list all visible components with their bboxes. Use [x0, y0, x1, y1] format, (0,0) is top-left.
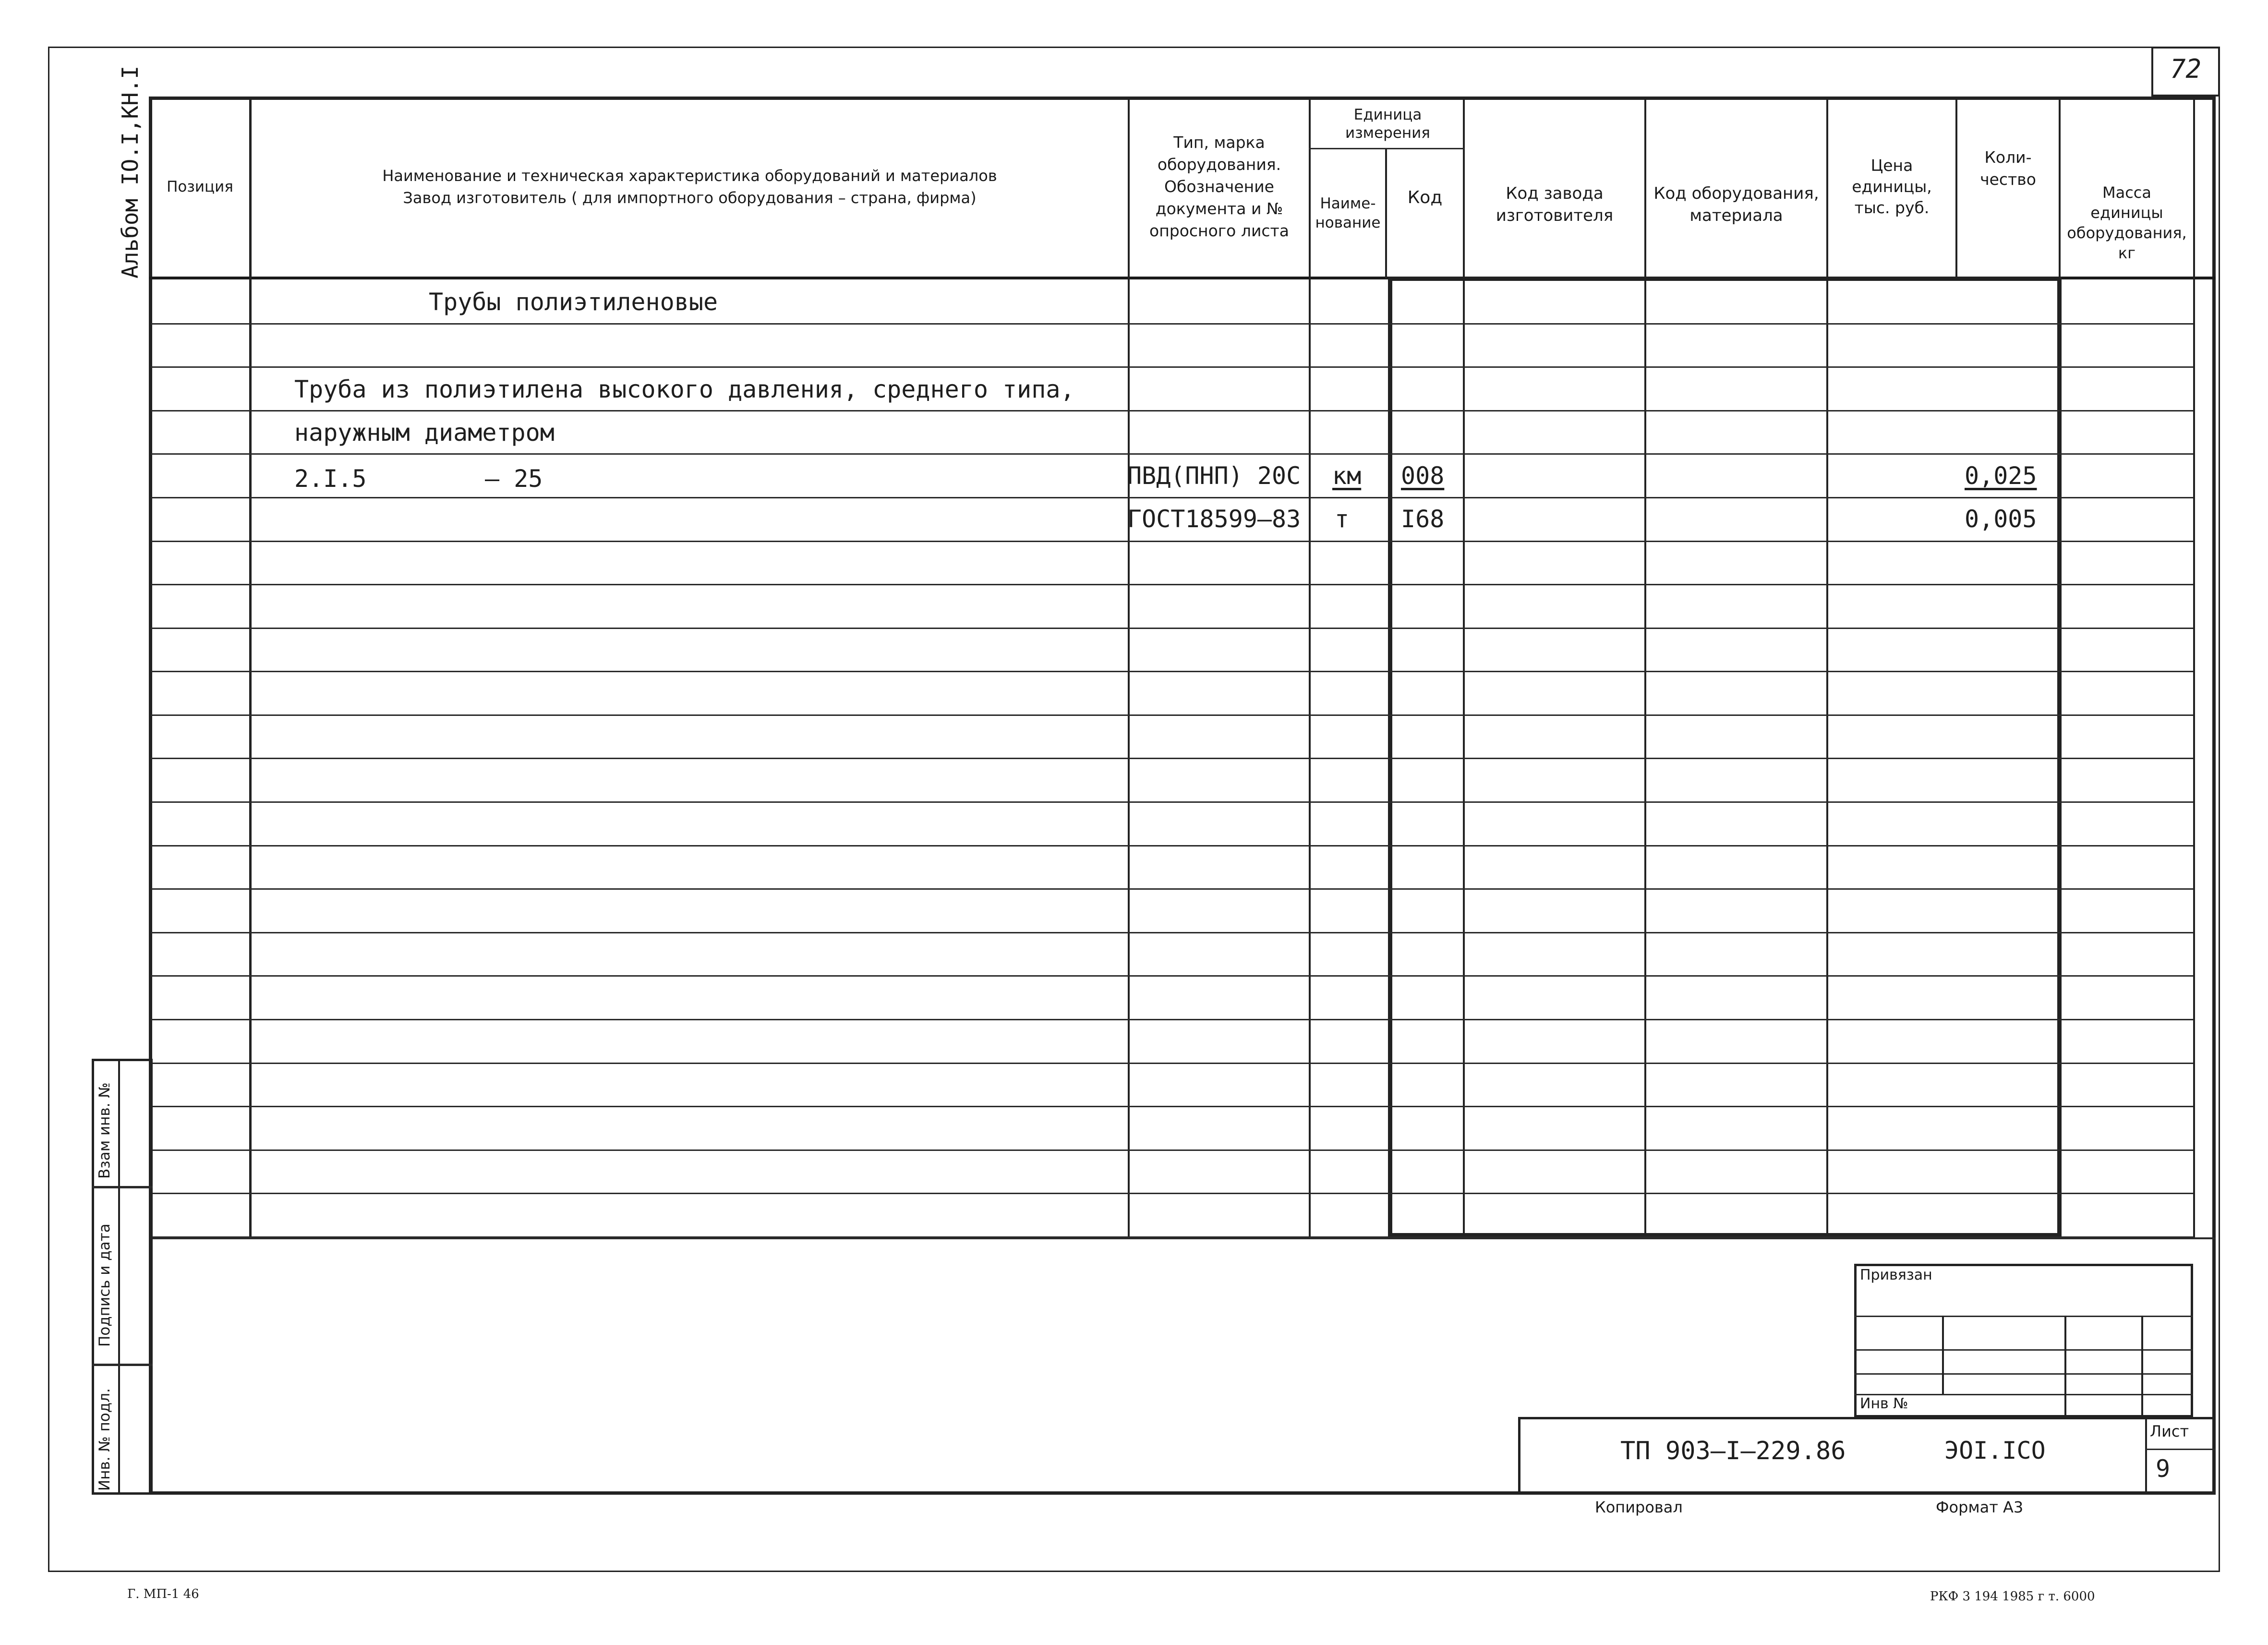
list-number: 9 [2156, 1455, 2171, 1483]
hdr-price: Цена единицы, тыс. руб. [1852, 156, 1932, 217]
row-separator [151, 410, 2193, 411]
row-separator [151, 801, 2193, 803]
doc-code: ТП 903–I–229.86 [1620, 1437, 1846, 1465]
hdr-unit-name: Наиме- нование [1315, 195, 1381, 231]
row-separator [151, 1063, 2193, 1064]
privyazan-col-1 [1942, 1316, 1944, 1394]
hdr-position: Позиция [167, 178, 233, 195]
page-number: 72 [2170, 54, 2202, 84]
privyazan-col-2 [2064, 1316, 2066, 1417]
row-5-code: 008 [1401, 462, 1445, 490]
row-3-name: Труба из полиэтилена высокого давления, среднего типа, [294, 375, 1075, 403]
row-6-unit: т [1335, 505, 1350, 533]
side-vzam: Взам инв. № [96, 1082, 113, 1179]
hdr-equipment-code: Код оборудования, материала [1653, 184, 1819, 225]
row-separator [151, 1193, 2193, 1194]
footer-left: Г. МП-1 46 [127, 1587, 199, 1601]
hdr-name: Наименование и техническая характеристика оборудований и материалов Завод изготовитель ( для импортного оборудования – страна, фирма) [382, 166, 997, 207]
hdr-unit-code: Код [1407, 188, 1443, 207]
footer-right: РКФ 3 194 1985 г т. 6000 [1930, 1589, 2095, 1604]
kopiroval-label: Копировал [1595, 1498, 1683, 1516]
inv-no-label: Инв № [1860, 1395, 1908, 1412]
hdr-type: Тип, марка оборудования. Обозначение документа и № опросного листа [1149, 133, 1289, 240]
list-col [2145, 1417, 2147, 1495]
privyazan-label: Привязан [1860, 1267, 1932, 1283]
row-separator [151, 671, 2193, 672]
list-divider [2145, 1449, 2216, 1450]
hdr-quantity: Коли- чество [1980, 148, 2036, 189]
row-6-type: ГОСТ18599–83 [1127, 505, 1301, 533]
row-separator [151, 453, 2193, 455]
hdr-mass: Масса единицы оборудования, кг [2067, 183, 2187, 262]
album-label: Альбом IO.I,КН.I [117, 65, 143, 278]
row-5-name-size: – 25 [485, 465, 543, 493]
list-label: Лист [2150, 1422, 2189, 1440]
hdr-plant-code: Код завода изготовителя [1496, 184, 1614, 225]
row-6-quantity: 0,005 [1965, 505, 2037, 533]
side-stamp-line-2 [92, 1364, 153, 1366]
row-5-unit: км [1332, 462, 1362, 490]
row-separator [151, 1149, 2193, 1151]
side-stamp-line-1 [92, 1186, 153, 1188]
row-5-name: 2.I.5 [294, 465, 367, 493]
side-stamp-divider [118, 1059, 120, 1495]
table-bottom-line [151, 1237, 2216, 1239]
row-separator [151, 975, 2193, 977]
row-separator [151, 541, 2193, 542]
doc-sub: ЭОI.IСО [1944, 1437, 2046, 1464]
bold-block [1388, 277, 2062, 1237]
row-separator [151, 1106, 2193, 1107]
row-separator [151, 584, 2193, 585]
row-separator [151, 932, 2193, 933]
row-separator [151, 1019, 2193, 1020]
row-separator [151, 845, 2193, 847]
col-line-10 [2193, 97, 2195, 1239]
row-separator [151, 323, 2193, 325]
hdr-unit-group: Единица измерения [1345, 106, 1430, 142]
side-inv: Инв. № подл. [96, 1388, 113, 1491]
row-separator [151, 628, 2193, 629]
row-separator [151, 714, 2193, 716]
row-separator [151, 888, 2193, 890]
row-4-name: наружным диаметром [294, 419, 555, 447]
row-1-name: Трубы полиэтиленовые [429, 288, 718, 316]
format-label: Формат А3 [1936, 1498, 2024, 1516]
row-separator [151, 758, 2193, 759]
row-separator [151, 366, 2193, 368]
privyazan-col-3 [2141, 1316, 2143, 1417]
unit-group-line [1309, 148, 1465, 149]
side-podpis: Подпись и дата [96, 1223, 113, 1347]
row-5-type: ПВД(ПНП) 20С [1127, 462, 1301, 490]
row-separator [151, 497, 2193, 498]
row-5-quantity: 0,025 [1965, 462, 2037, 490]
row-6-code: I68 [1401, 505, 1445, 533]
